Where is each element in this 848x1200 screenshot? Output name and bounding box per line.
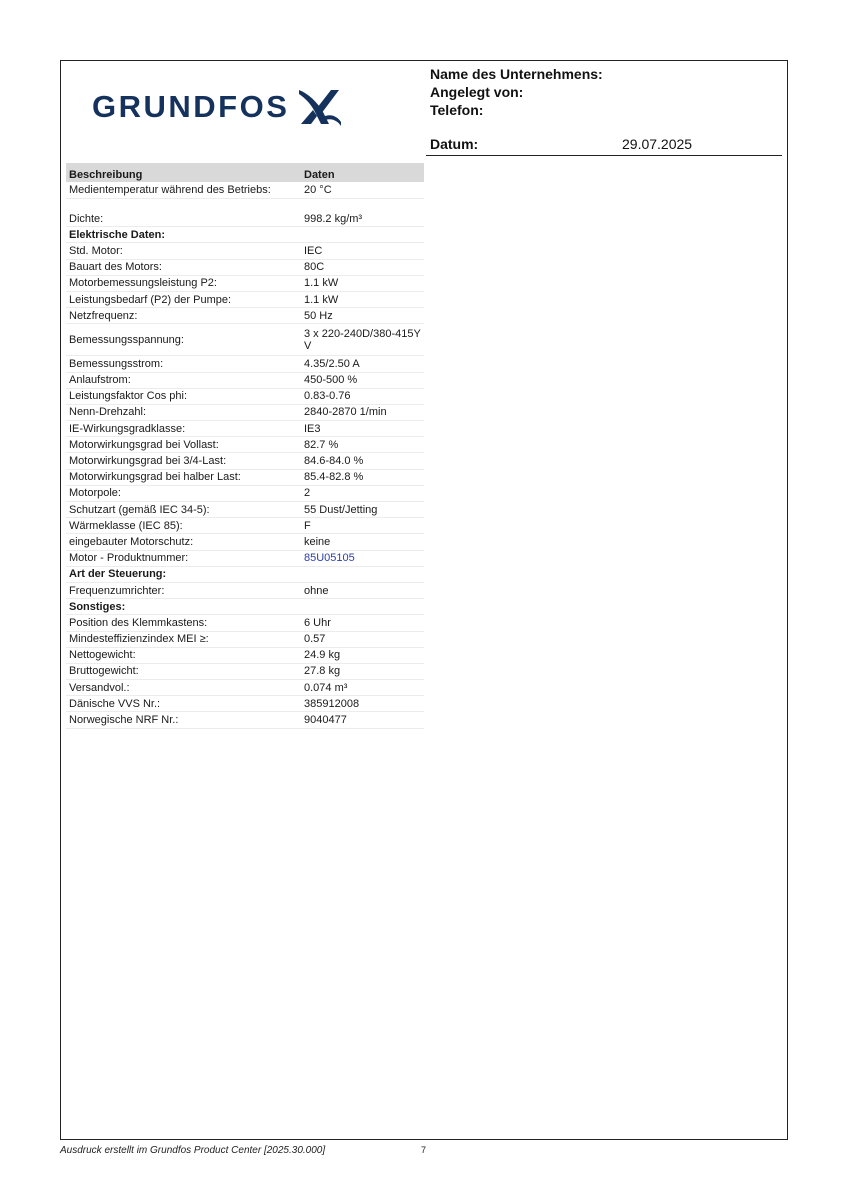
row-value: 55 Dust/Jetting [304, 503, 378, 516]
table-row [66, 276, 424, 292]
grundfos-logo [92, 86, 343, 128]
grundfos-x-icon [295, 86, 343, 128]
row-label: Leistungsbedarf (P2) der Pumpe: [69, 293, 232, 306]
table-row [66, 389, 424, 405]
header-data: Daten [304, 169, 335, 181]
table-row [66, 502, 424, 518]
row-value: 84.6-84.0 % [304, 455, 364, 468]
table-row [66, 664, 424, 680]
table-row [66, 518, 424, 534]
row-label: Art der Steuerung: [69, 568, 167, 581]
table-row [66, 292, 424, 308]
row-label: Position des Klemmkastens: [69, 616, 208, 629]
row-value: 1.1 kW [304, 277, 339, 290]
table-row [66, 453, 424, 469]
row-value: IEC [304, 244, 323, 257]
spec-table [66, 163, 424, 729]
row-value: 82.7 % [304, 438, 339, 451]
table-row [66, 437, 424, 453]
row-value-line2: V [304, 339, 312, 352]
row-value: 6 Uhr [304, 616, 331, 629]
table-row [66, 421, 424, 437]
row-value: keine [304, 535, 331, 548]
row-label: Motor - Produktnummer: [69, 552, 189, 565]
table-row [66, 680, 424, 696]
table-row [66, 648, 424, 664]
table-body [66, 182, 424, 729]
row-value: F [304, 519, 311, 532]
row-label: Mindesteffizienzindex MEI ≥: [69, 633, 209, 646]
row-label: Dichte: [69, 212, 104, 225]
table-row [66, 470, 424, 486]
row-label: Bruttogewicht: [69, 665, 139, 678]
row-label: Anlaufstrom: [69, 374, 131, 387]
row-value: 9040477 [304, 714, 347, 727]
row-value: 4.35/2.50 A [304, 357, 360, 370]
row-value: 2 [304, 487, 311, 500]
table-row [66, 260, 424, 276]
row-value [291, 328, 424, 352]
row-value: 20 °C [304, 184, 332, 196]
table-row [66, 182, 424, 199]
table-row [66, 712, 424, 728]
header-divider [426, 155, 782, 156]
date-label: Datum: [430, 136, 479, 152]
row-value: IE3 [304, 422, 321, 435]
table-row [66, 243, 424, 259]
row-value: 0.57 [304, 633, 326, 646]
row-label: Sonstiges: [69, 600, 126, 613]
row-value: 0.83-0.76 [304, 390, 351, 403]
row-value: 85.4-82.8 % [304, 471, 364, 484]
row-value: 385912008 [304, 697, 360, 710]
section-row [66, 599, 424, 615]
row-value: 27.8 kg [304, 665, 341, 678]
row-label: Medientemperatur während des Betriebs: [69, 184, 271, 196]
logo-wordmark: GRUNDFOS [92, 89, 290, 124]
table-row [66, 632, 424, 648]
table-row [66, 486, 424, 502]
table-row [66, 199, 424, 211]
row-label: Motorwirkungsgrad bei halber Last: [69, 471, 241, 484]
row-label: Motorwirkungsgrad bei 3/4-Last: [69, 455, 227, 468]
row-label: Nettogewicht: [69, 649, 136, 662]
page-number: 7 [421, 1145, 427, 1155]
table-row [66, 308, 424, 324]
table-header [66, 163, 424, 182]
row-label: eingebauter Motorschutz: [69, 535, 194, 548]
row-value: 1.1 kW [304, 293, 339, 306]
phone-label: Telefon: [430, 102, 484, 118]
table-row [66, 324, 424, 356]
row-value-line1: 3 x 220-240D/380-415Y [304, 327, 421, 340]
row-value: 24.9 kg [304, 649, 341, 662]
table-row [66, 211, 424, 227]
row-label: Versandvol.: [69, 681, 130, 694]
header-description: Beschreibung [69, 169, 143, 181]
row-value: 0.074 m³ [304, 681, 348, 694]
created-by-label: Angelegt von: [430, 84, 524, 100]
section-row [66, 567, 424, 583]
row-label: Motorwirkungsgrad bei Vollast: [69, 438, 219, 451]
company-label: Name des Unternehmens: [430, 66, 603, 82]
table-row [66, 373, 424, 389]
row-value: 80C [304, 261, 325, 274]
row-value: ohne [304, 584, 329, 597]
row-label: Bemessungsstrom: [69, 357, 164, 370]
row-label: Std. Motor: [69, 244, 123, 257]
row-label: Frequenzumrichter: [69, 584, 165, 597]
row-value: 50 Hz [304, 309, 333, 322]
footer-text: Ausdruck erstellt im Grundfos Product Center [2025.30.000] [60, 1145, 326, 1156]
row-label: Nenn-Drehzahl: [69, 406, 147, 419]
date-value: 29.07.2025 [622, 136, 693, 152]
table-row [66, 615, 424, 631]
section-row [66, 227, 424, 243]
table-row [66, 551, 424, 567]
row-label: Norwegische NRF Nr.: [69, 714, 179, 727]
table-row [66, 583, 424, 599]
row-value: 2840-2870 1/min [304, 406, 387, 419]
row-value: 998.2 kg/m³ [304, 212, 363, 225]
table-row [66, 534, 424, 550]
row-label: IE-Wirkungsgradklasse: [69, 422, 186, 435]
row-label: Leistungsfaktor Cos phi: [69, 390, 188, 403]
row-label: Bemessungsspannung: [69, 333, 184, 346]
table-row [66, 356, 424, 372]
table-row [66, 696, 424, 712]
row-label: Schutzart (gemäß IEC 34-5): [69, 503, 210, 516]
row-label: Dänische VVS Nr.: [69, 697, 161, 710]
row-label: Motorpole: [69, 487, 121, 500]
row-label: Elektrische Daten: [69, 228, 165, 241]
row-label: Netzfrequenz: [69, 309, 138, 322]
row-label: Motorbemessungsleistung P2: [69, 277, 217, 290]
row-label: Wärmeklasse (IEC 85): [69, 519, 183, 532]
row-label: Bauart des Motors: [69, 261, 162, 274]
table-row [66, 405, 424, 421]
product-number-link[interactable]: 85U05105 [304, 552, 355, 565]
row-value: 450-500 % [304, 374, 358, 387]
